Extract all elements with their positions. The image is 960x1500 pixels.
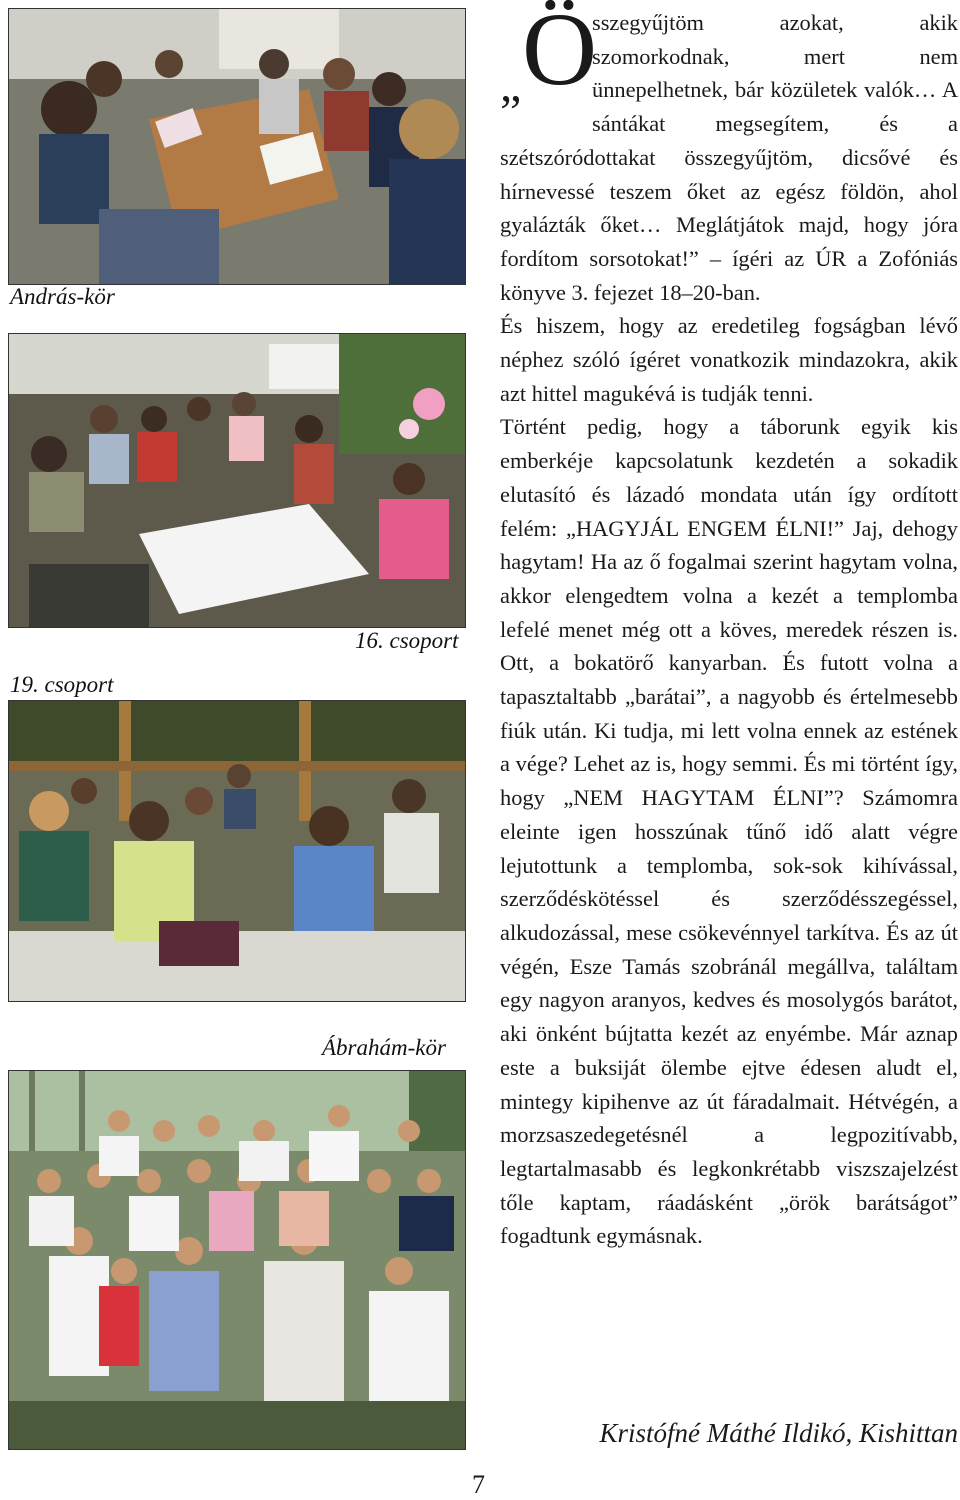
photo-abraham-kor <box>8 1070 466 1450</box>
photo-andras-kor <box>8 8 466 285</box>
photo-19-csoport <box>8 700 466 1002</box>
paragraph-2: És hiszem, hogy az eredetileg fogságban lévő néphez szóló ígéret vonatkozik mindazokra, akik azt hittel magukévá is tudják tenni. <box>500 313 958 406</box>
paragraph-1: sszegyűjtöm azokat, akik szomorkodnak, mert nem ünnepelhetnek, bár közületek valók… A sántákat megsegítem, és a szétszóródottakat összegyűjtöm, dicsővé és hírnevessé teszem őket az egész földön, ahol gyalázták őket… Meglátjátok majd, hogy jóra fordítom sorsotokat!” – ígéri az ÚR a Zofóniás könyve 3. fejezet 18–20-ban. <box>500 10 958 305</box>
caption-19-csoport: 19. csoport <box>10 672 114 697</box>
paragraph-3: Történt pedig, hogy a táborunk egyik kis emberkéje kapcsolatunk kezdetén a sokadik elutasító és lázadó mondata után így ordított felém: „HAGYJÁL ENGEM ÉLNI!” Jaj, dehogy hagytam! Ha az ő fogalmai szerint hagytam volna, akkor elengedtem volna a kezét a templomba lefelé menet még ott a köves, meredek részen is. Ott, a bokatörő kanyarban. És futott volna a tapasztaltabb „barátai”, a nagyobb és értelmesebb fiúk után. Ki tudja, mi lett volna ennek az estének a vége? Lehet az is, hogy semmi. És mi történt így, hogy „NEM HAGYTAM ÉLNI”? Számomra eleinte igen hosszúnak tűnő idő alatt végre lejutottunk a templomba, sok-sok kihívással, szerződéskötéssel és szerződésszegéssel, alkudozással, mese csökevénnyel tarkítva. És az út végén, Esze Tamás szobránál megállva, találtam egy nagyon aranyos, kedves és mosolygós barátot, aki önként bújtatta kezét az enyémbe. Már aznap este a buksiját ölembe ejtve édesen aludt el, mintegy kipihenve az út fáradalmait. Hétvégén, a morzsaszedegetésnél a legpozitívabb, legtartalmasabb és legkonkrétabb viszszajelzést tőle kaptam, ráadásként „örök barátságot” fogadtunk egymásnak. <box>500 414 958 1249</box>
caption-andras-kor: András-kör <box>10 284 115 309</box>
page-number: 7 <box>472 1470 485 1499</box>
caption-16-csoport: 16. csoport <box>355 628 459 653</box>
author-signature: Kristófné Máthé Ildikó, Kishittan <box>599 1418 958 1448</box>
drop-cap-quote: „ <box>500 59 522 112</box>
photo-16-csoport <box>8 333 466 628</box>
article-body <box>500 0 958 1253</box>
caption-abraham-kor: Ábrahám-kör <box>322 1035 446 1060</box>
drop-cap <box>500 0 598 112</box>
drop-cap-letter: Ö <box>522 0 598 107</box>
